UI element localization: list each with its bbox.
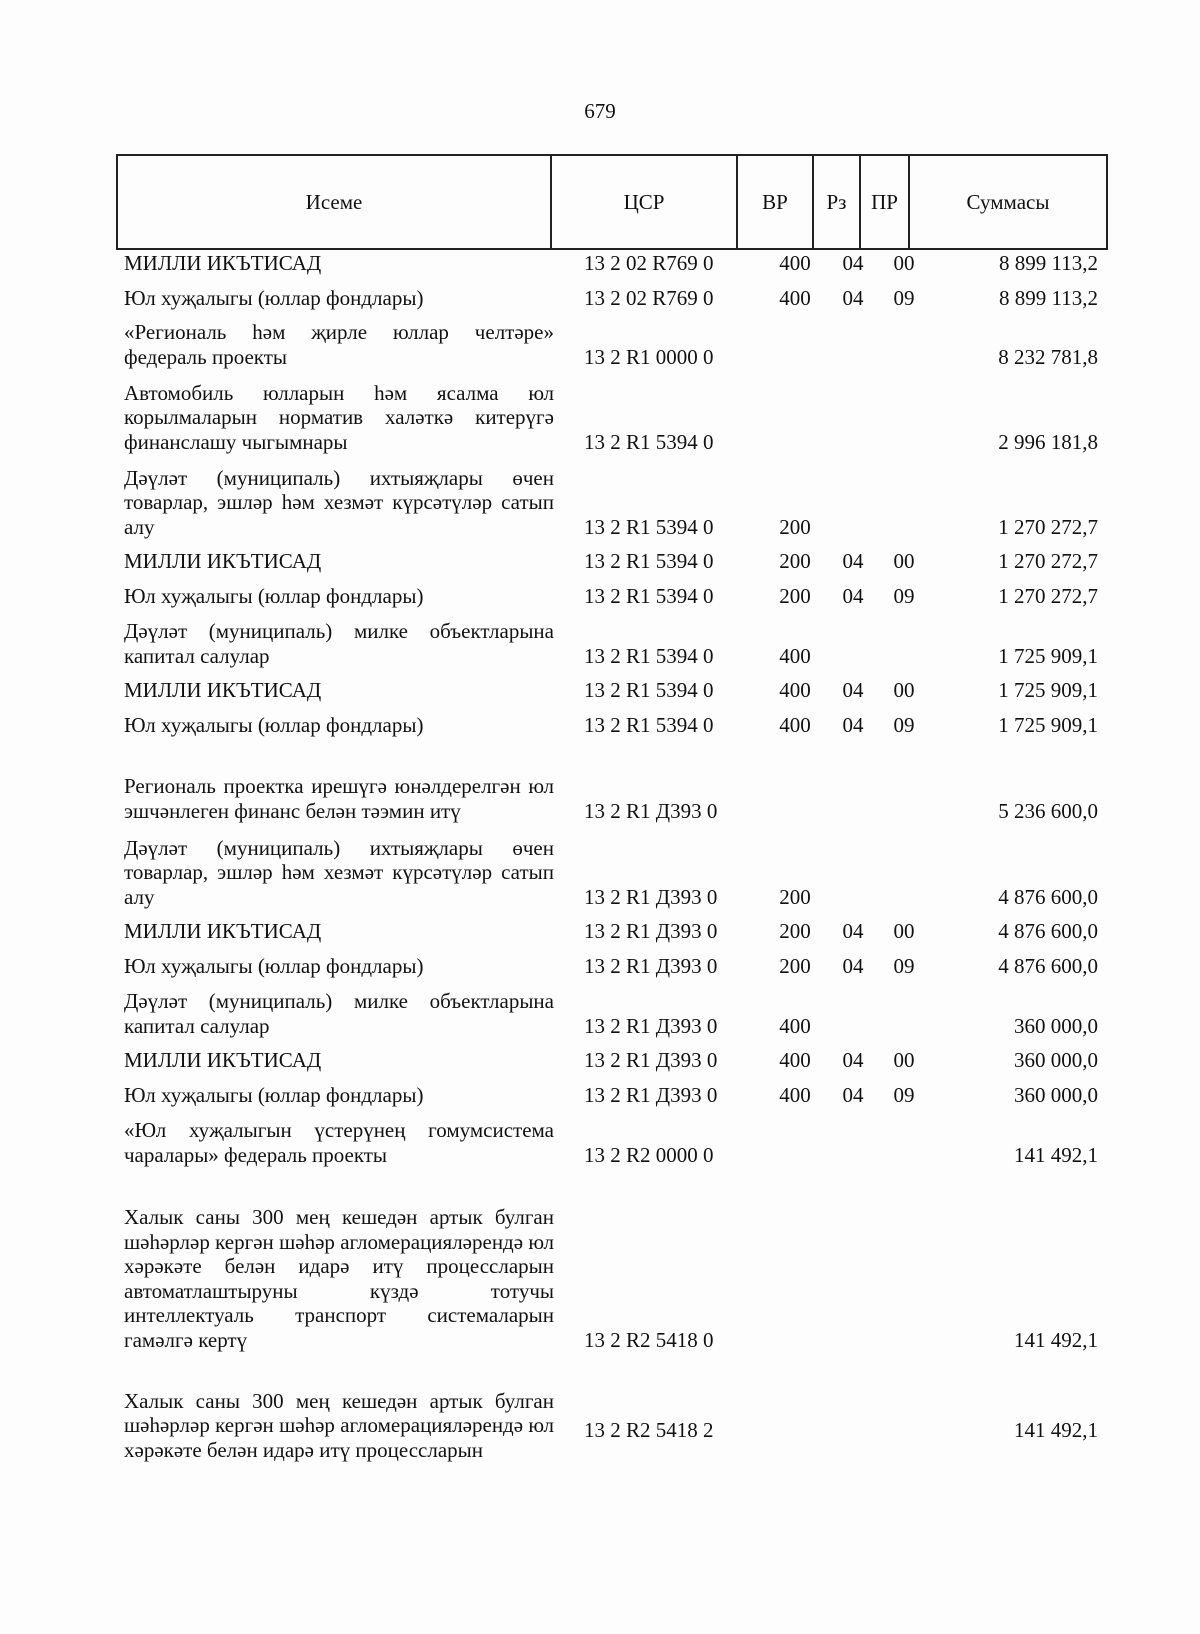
header-name: Исеме (305, 189, 363, 214)
table-row (0, 830, 1200, 909)
row-vr: 400 (779, 250, 811, 275)
row-sum: 1 270 272,7 (998, 583, 1098, 608)
row-csr: 13 2 R1 Д393 0 (584, 1082, 718, 1107)
table-row (0, 616, 1200, 668)
row-pr: 09 (893, 583, 915, 608)
table-row (0, 281, 1200, 310)
row-csr: 13 2 R2 5418 0 (584, 1327, 714, 1352)
row-vr: 200 (779, 918, 811, 943)
row-sum: 1 725 909,1 (998, 677, 1098, 702)
row-sum: 4 876 600,0 (998, 918, 1098, 943)
row-csr: 13 2 R1 Д393 0 (584, 918, 718, 943)
table-row (0, 1115, 1200, 1167)
row-name: Дәүләт (муниципаль) милке объектларына капитал салулар (124, 989, 554, 1038)
row-vr: 400 (779, 1047, 811, 1072)
row-name: Юл хуҗалыгы (юллар фондлары) (124, 953, 424, 978)
row-pr: 00 (893, 918, 915, 943)
row-sum: 1 270 272,7 (998, 548, 1098, 573)
row-name: МИЛЛИ ИКЪТИСАД (124, 250, 322, 275)
row-name: Дәүләт (муниципаль) милке объектларына капитал салулар (124, 619, 554, 668)
row-name: Юл хуҗалыгы (юллар фондлары) (124, 583, 424, 608)
row-sum: 1 725 909,1 (998, 712, 1098, 737)
row-sum: 360 000,0 (1014, 1082, 1098, 1107)
row-rz: 04 (842, 285, 864, 310)
header-csr: ЦСР (550, 156, 736, 248)
row-vr: 200 (779, 514, 811, 539)
row-name: Халык саны 300 мең кешедән артык булган шәһәрләр кергән шәһәр агломерацияләрендә юл хәрәкәте белән идарә итү процессларын автоматлаштыруны күздә тотучы интеллектуаль транспорт системаларын гамәлгә кертү (124, 1205, 554, 1352)
table-row (0, 580, 1200, 608)
row-name: МИЛЛИ ИКЪТИСАД (124, 548, 322, 573)
table-row (0, 949, 1200, 978)
row-name: Юл хуҗалыгы (юллар фондлары) (124, 285, 424, 310)
row-name: МИЛЛИ ИКЪТИСАД (124, 918, 322, 943)
header-sum: Суммасы (908, 156, 1106, 248)
table-row (0, 246, 1200, 275)
page-number: 679 (584, 99, 616, 123)
row-name: МИЛЛИ ИКЪТИСАД (124, 677, 322, 702)
row-sum: 141 492,1 (1014, 1417, 1098, 1442)
table-row (0, 744, 1200, 823)
row-pr: 09 (893, 712, 915, 737)
row-csr: 13 2 R1 5394 0 (584, 514, 714, 539)
row-pr: 00 (893, 250, 915, 275)
table-row (0, 1078, 1200, 1107)
row-sum: 1 725 909,1 (998, 643, 1098, 668)
row-name: «Юл хуҗалыгын үстерүнең гомумсистема чаралары» федераль проекты (124, 1118, 554, 1167)
header-pr: ПР (859, 156, 908, 248)
row-name: Региональ проектка ирешүгә юнәлдерелгән юл эшчәнлеген финанс белән тәэмин итү (124, 774, 554, 823)
row-csr: 13 2 R1 Д393 0 (584, 1047, 718, 1072)
table-row (0, 462, 1200, 539)
row-csr: 13 2 02 R769 0 (584, 250, 714, 275)
row-rz: 04 (842, 918, 864, 943)
table-row (0, 377, 1200, 454)
row-vr: 200 (779, 583, 811, 608)
row-name: Дәүләт (муниципаль) ихтыяҗлары өчен товарлар, эшләр һәм хезмәт күрсәтүләр сатып алу (124, 465, 554, 539)
row-csr: 13 2 R1 5394 0 (584, 677, 714, 702)
row-vr: 400 (779, 712, 811, 737)
table-header (116, 154, 1108, 250)
row-csr: 13 2 R1 5394 0 (584, 712, 714, 737)
row-sum: 2 996 181,8 (998, 429, 1098, 454)
table-row (0, 1043, 1200, 1072)
header-vr: ВР (736, 156, 812, 248)
header-rz: Рз (812, 156, 859, 248)
row-vr: 400 (779, 1013, 811, 1038)
table-row (0, 914, 1200, 943)
row-csr: 13 2 R2 5418 2 (584, 1417, 714, 1442)
row-name: Автомобиль юлларын һәм ясалма юл корылмаларын норматив халәткә китерүгә финанслашу чыгымнары (124, 380, 554, 454)
row-rz: 04 (842, 583, 864, 608)
row-rz: 04 (842, 1082, 864, 1107)
row-name: Юл хуҗалыгы (юллар фондлары) (124, 1082, 424, 1107)
row-vr: 200 (779, 884, 811, 909)
row-sum: 8 899 113,2 (999, 285, 1098, 310)
row-csr: 13 2 R2 0000 0 (584, 1142, 714, 1167)
table-row (0, 545, 1200, 573)
row-csr: 13 2 R1 Д393 0 (584, 798, 718, 823)
row-sum: 4 876 600,0 (998, 953, 1098, 978)
row-rz: 04 (842, 548, 864, 573)
row-name: МИЛЛИ ИКЪТИСАД (124, 1047, 322, 1072)
row-csr: 13 2 R1 5394 0 (584, 583, 714, 608)
table-row (0, 674, 1200, 702)
row-csr: 13 2 R1 Д393 0 (584, 884, 718, 909)
table-row (0, 1175, 1200, 1352)
row-rz: 04 (842, 712, 864, 737)
row-name: «Региональ һәм җирле юллар челтәре» федераль проекты (124, 320, 554, 369)
row-rz: 04 (842, 677, 864, 702)
row-sum: 141 492,1 (1014, 1327, 1098, 1352)
row-vr: 400 (779, 1082, 811, 1107)
row-csr: 13 2 R1 Д393 0 (584, 953, 718, 978)
row-sum: 5 236 600,0 (998, 798, 1098, 823)
row-csr: 13 2 R1 0000 0 (584, 344, 714, 369)
row-name: Халык саны 300 мең кешедән артык булган шәһәрләр кергән шәһәр агломерацияләрендә юл хәрәкәте белән идарә итү процессларын (124, 1388, 554, 1462)
row-sum: 360 000,0 (1014, 1047, 1098, 1072)
row-csr: 13 2 R1 5394 0 (584, 548, 714, 573)
row-rz: 04 (842, 1047, 864, 1072)
row-vr: 400 (779, 677, 811, 702)
table-row (0, 709, 1200, 737)
row-name: Юл хуҗалыгы (юллар фондлары) (124, 712, 424, 737)
row-pr: 00 (893, 548, 915, 573)
row-sum: 8 232 781,8 (998, 344, 1098, 369)
row-pr: 09 (893, 285, 915, 310)
row-pr: 00 (893, 1047, 915, 1072)
table-row (0, 318, 1200, 369)
row-vr: 200 (779, 953, 811, 978)
row-pr: 00 (893, 677, 915, 702)
row-csr: 13 2 R1 Д393 0 (584, 1013, 718, 1038)
table-row (0, 1360, 1200, 1462)
row-pr: 09 (893, 1082, 915, 1107)
row-vr: 400 (779, 643, 811, 668)
row-vr: 200 (779, 548, 811, 573)
table-row (0, 986, 1200, 1038)
row-sum: 360 000,0 (1014, 1013, 1098, 1038)
row-sum: 1 270 272,7 (998, 514, 1098, 539)
row-sum: 141 492,1 (1014, 1142, 1098, 1167)
row-sum: 4 876 600,0 (998, 884, 1098, 909)
row-rz: 04 (842, 250, 864, 275)
row-pr: 09 (893, 953, 915, 978)
row-csr: 13 2 R1 5394 0 (584, 429, 714, 454)
row-csr: 13 2 R1 5394 0 (584, 643, 714, 668)
row-vr: 400 (779, 285, 811, 310)
row-rz: 04 (842, 953, 864, 978)
row-sum: 8 899 113,2 (999, 250, 1098, 275)
row-csr: 13 2 02 R769 0 (584, 285, 714, 310)
row-name: Дәүләт (муниципаль) ихтыяҗлары өчен товарлар, эшләр һәм хезмәт күрсәтүләр сатып алу (124, 835, 554, 909)
